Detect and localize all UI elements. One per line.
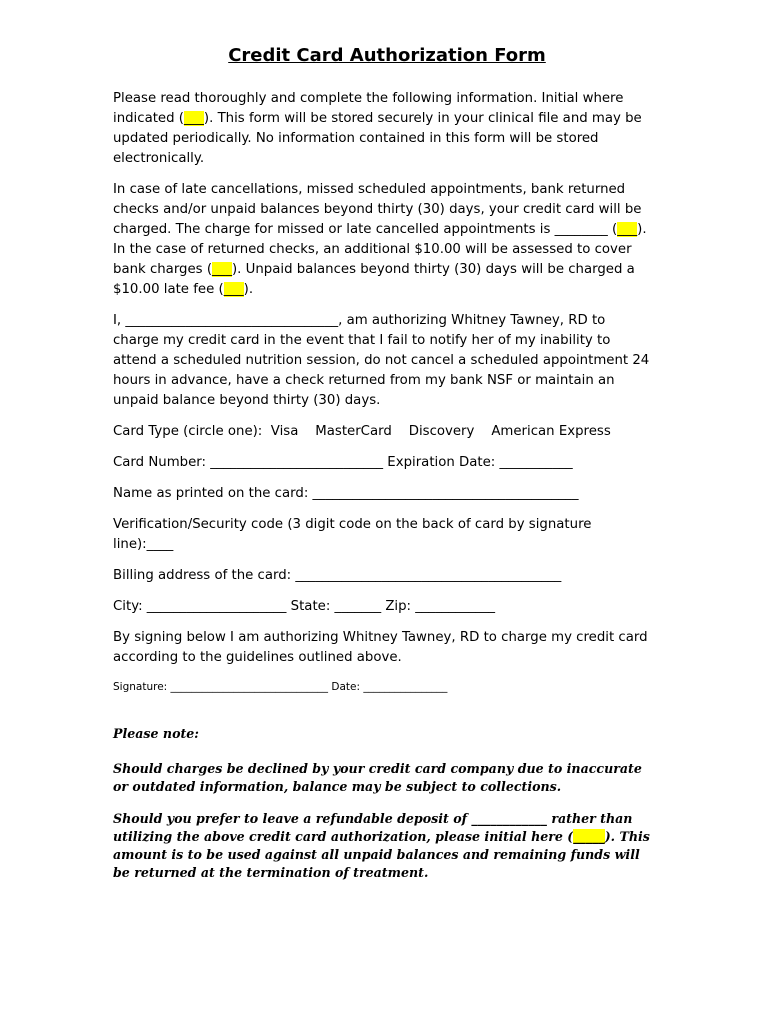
- note-heading: Please note:: [113, 726, 199, 741]
- late-fee-initial: ___: [223, 282, 244, 297]
- returned-check-initial: ___: [212, 262, 232, 277]
- card-type-amex: American Express: [491, 424, 611, 439]
- intro-paragraph: [113, 89, 653, 169]
- note-collections-paragraph: Should charges be declined by your credit card company due to inaccurate or outdated information, balance may be subject to collections.: [113, 761, 642, 794]
- card-type-discovery: Discovery: [408, 424, 475, 439]
- intro-text-rest: ). This form will be stored securely in your clinical file and may be updated periodically. No information contained in this form will be stored electronically.: [113, 111, 642, 166]
- policy-text-1: In case of late cancellations, missed scheduled appointments, bank returned checks and/or unpaid balances beyond thirty (30) days, your credit card will be charged. The charge for missed or late cancelled appointments is ________ (: [113, 182, 642, 237]
- billing-address-line: Billing address of the card: ________________________________________: [113, 568, 562, 583]
- card-type-visa: Visa: [270, 424, 299, 439]
- card-number-line: Card Number: __________________________ Expiration Date: ___________: [113, 455, 573, 470]
- card-type-line: [113, 422, 653, 442]
- form-title: Credit Card Authorization Form: [228, 45, 546, 66]
- policy-text-2: ). In the case of returned checks, an additional $10.00 will be assessed to cover bank charges (: [113, 222, 647, 277]
- deposit-initial-highlight: _____: [573, 829, 605, 844]
- missed-appointment-initial: ___: [617, 222, 638, 237]
- card-type-mastercard: MasterCard: [315, 424, 392, 439]
- policy-text-4: ).: [243, 282, 254, 297]
- card-type-label: Card Type (circle one):: [113, 424, 263, 439]
- signing-statement: By signing below I am authorizing Whitney Tawney, RD to charge my credit card according to the guidelines outlined above.: [113, 630, 648, 665]
- form-body: [113, 44, 653, 896]
- intro-text: Please read thoroughly and complete the following information. Initial where indicated (: [113, 91, 624, 126]
- policy-text-3: ). Unpaid balances beyond thirty (30) days will be charged a $10.00 late fee (: [113, 262, 635, 297]
- note-deposit-text-rest: ). This amount is to be used against all unpaid balances and remaining funds will be returned at the termination of treatment.: [113, 829, 650, 880]
- city-state-zip-line: City: _____________________ State: _______ Zip: ____________: [113, 599, 496, 614]
- authorization-paragraph: I, ________________________________, am authorizing Whitney Tawney, RD to charge my credit card in the event that I fail to notify her of my inability to attend a scheduled nutrition session, do not cancel a scheduled appointment 24 hours in advance, have a check returned from my bank NSF or maintain an unpaid balance beyond thirty (30) days.: [113, 313, 650, 408]
- note-deposit-text: Should you prefer to leave a refundable deposit of ____________ rather than utilizing the above credit card authorization, please initial here (: [113, 811, 633, 844]
- policy-paragraph: [113, 180, 653, 300]
- verification-code-line: Verification/Security code (3 digit code on the back of card by signature line):____: [113, 517, 592, 552]
- initial-highlight: ___: [183, 111, 204, 126]
- note-deposit-paragraph: [113, 810, 653, 882]
- name-on-card-line: Name as printed on the card: ________________________________________: [113, 486, 579, 501]
- signature-date-line: Signature: ______________________________ Date: ________________: [113, 681, 448, 693]
